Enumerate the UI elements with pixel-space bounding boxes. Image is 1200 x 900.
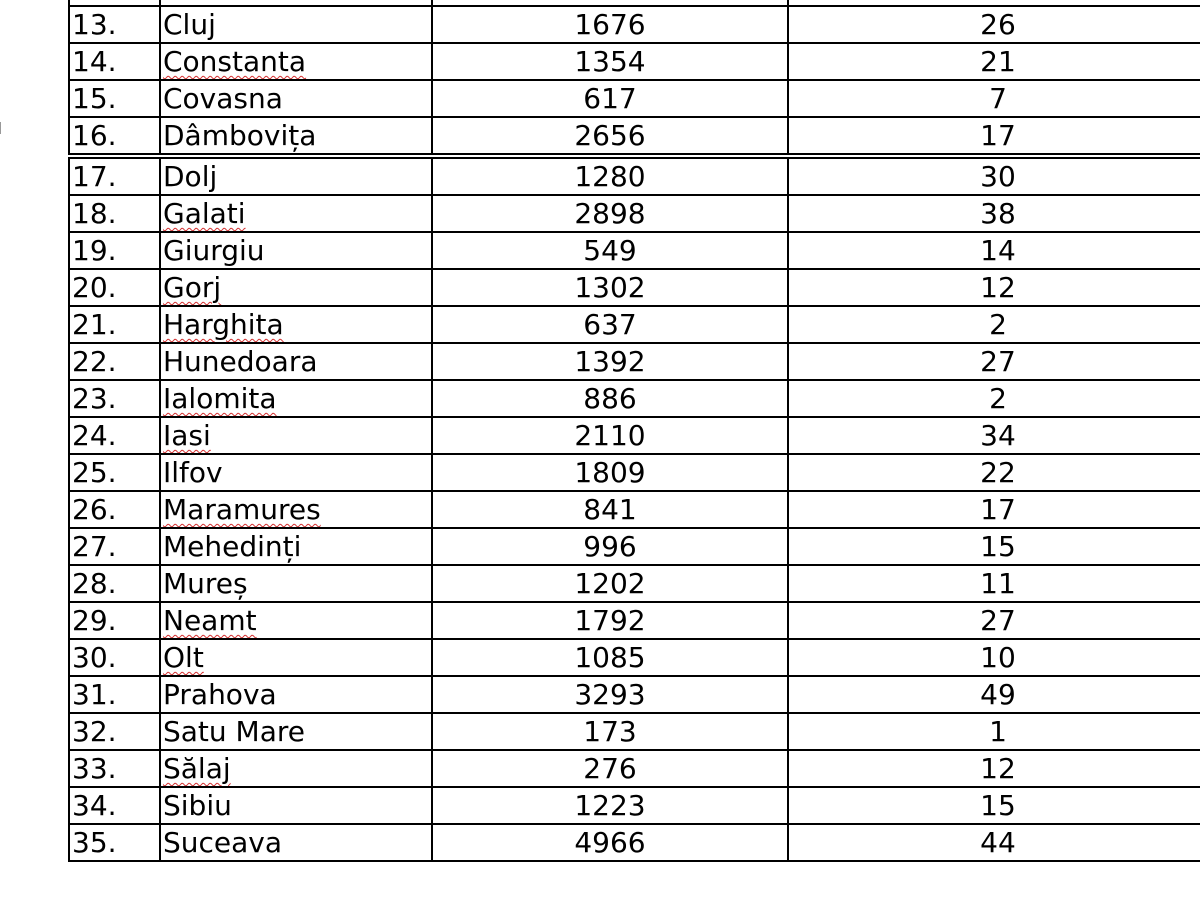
value-b: 2 (989, 382, 1007, 415)
county-name-cell (160, 417, 432, 454)
value-b-cell (788, 528, 1200, 565)
county-name-cell (160, 380, 432, 417)
county-name: Cluj (163, 8, 216, 41)
value-a-cell (432, 713, 788, 750)
row-number: 32. (72, 715, 117, 748)
county-name-cell (160, 195, 432, 232)
row-number-cell (69, 232, 160, 269)
value-b-cell (788, 565, 1200, 602)
value-a: 1676 (574, 8, 646, 41)
value-b: 49 (980, 678, 1016, 711)
row-number: 14. (72, 45, 117, 78)
table-row (69, 232, 1200, 269)
value-b: 12 (980, 271, 1016, 304)
row-number: 27. (72, 530, 117, 563)
table-row (69, 750, 1200, 787)
value-a-cell (432, 117, 788, 156)
row-number-cell (69, 750, 160, 787)
value-b-cell (788, 454, 1200, 491)
value-b-cell (788, 43, 1200, 80)
value-b: 12 (980, 752, 1016, 785)
row-number: 26. (72, 493, 117, 526)
margin-marker (0, 122, 5, 134)
value-a: 276 (583, 752, 637, 785)
value-a: 2898 (574, 197, 646, 230)
county-name: Maramures (163, 493, 321, 526)
value-a: 4966 (574, 826, 646, 859)
value-a: 2110 (574, 419, 646, 452)
table-row (69, 565, 1200, 602)
value-b: 21 (980, 45, 1016, 78)
table-body (69, 0, 1200, 861)
county-name: Suceava (163, 826, 283, 859)
table-row (69, 528, 1200, 565)
row-number-cell (69, 117, 160, 156)
row-number: 13. (72, 8, 117, 41)
value-b: 15 (980, 789, 1016, 822)
row-number-cell (69, 528, 160, 565)
value-b-cell (788, 676, 1200, 713)
value-a-cell (432, 750, 788, 787)
table-row (69, 80, 1200, 117)
county-name-cell (160, 787, 432, 824)
value-b: 10 (980, 641, 1016, 674)
table-row (69, 787, 1200, 824)
row-number: 28. (72, 567, 117, 600)
value-b-cell (788, 117, 1200, 156)
value-b: 27 (980, 345, 1016, 378)
county-name-cell (160, 232, 432, 269)
value-a-cell (432, 417, 788, 454)
row-number: 35. (72, 826, 117, 859)
value-b: 17 (980, 119, 1016, 152)
value-b-cell (788, 156, 1200, 195)
value-a: 1280 (574, 160, 646, 193)
county-name: Mehedinți (163, 530, 302, 563)
value-a-cell (432, 156, 788, 195)
table-row (69, 343, 1200, 380)
county-name: Ilfov (163, 456, 223, 489)
row-number: 17. (72, 160, 117, 193)
county-name: Covasna (163, 82, 283, 115)
value-a-cell (432, 43, 788, 80)
value-a: 637 (583, 308, 637, 341)
value-a-cell (432, 454, 788, 491)
table-row (69, 676, 1200, 713)
table-row (69, 602, 1200, 639)
table-row (69, 6, 1200, 43)
value-b-cell (788, 232, 1200, 269)
row-number: 18. (72, 197, 117, 230)
value-a-cell (432, 80, 788, 117)
county-name: Constanta (163, 45, 307, 78)
county-name-cell (160, 528, 432, 565)
table-row (69, 156, 1200, 195)
value-b-cell (788, 602, 1200, 639)
row-number-cell (69, 824, 160, 861)
value-a: 1809 (574, 456, 646, 489)
value-b: 14 (980, 234, 1016, 267)
value-a-cell (432, 824, 788, 861)
county-name: Sibiu (163, 789, 232, 822)
county-name: Hunedoara (163, 345, 318, 378)
row-number-cell (69, 491, 160, 528)
county-name: Mureș (163, 567, 248, 600)
row-number-cell (69, 380, 160, 417)
row-number: 22. (72, 345, 117, 378)
value-a: 3293 (574, 678, 646, 711)
value-b: 30 (980, 160, 1016, 193)
county-name-cell (160, 824, 432, 861)
value-a-cell (432, 380, 788, 417)
value-b-cell (788, 713, 1200, 750)
value-a: 886 (583, 382, 637, 415)
county-name: Sălaj (163, 752, 231, 785)
county-name: Dâmbovița (163, 119, 317, 152)
row-number-cell (69, 713, 160, 750)
value-a-cell (432, 306, 788, 343)
value-a: 1302 (574, 271, 646, 304)
county-name: Iasi (163, 419, 211, 452)
value-b-cell (788, 417, 1200, 454)
value-b: 44 (980, 826, 1016, 859)
value-b-cell (788, 750, 1200, 787)
row-number: 16. (72, 119, 117, 152)
county-name: Satu Mare (163, 715, 305, 748)
value-b: 7 (989, 82, 1007, 115)
row-number-cell (69, 306, 160, 343)
county-name-cell (160, 43, 432, 80)
value-b-cell (788, 824, 1200, 861)
row-number-cell (69, 343, 160, 380)
value-b: 17 (980, 493, 1016, 526)
value-a: 1354 (574, 45, 646, 78)
row-number: 29. (72, 604, 117, 637)
value-b: 2 (989, 308, 1007, 341)
county-name: Ialomita (163, 382, 277, 415)
county-name-cell (160, 676, 432, 713)
table-row (69, 454, 1200, 491)
value-b: 38 (980, 197, 1016, 230)
value-b-cell (788, 639, 1200, 676)
table-row (69, 195, 1200, 232)
value-a: 1223 (574, 789, 646, 822)
value-b-cell (788, 491, 1200, 528)
row-number-cell (69, 602, 160, 639)
county-name-cell (160, 565, 432, 602)
value-b: 22 (980, 456, 1016, 489)
county-name-cell (160, 750, 432, 787)
value-a-cell (432, 639, 788, 676)
value-a: 1202 (574, 567, 646, 600)
row-number-cell (69, 195, 160, 232)
row-number-cell (69, 269, 160, 306)
value-b: 1 (989, 715, 1007, 748)
value-a: 1085 (574, 641, 646, 674)
county-name: Giurgiu (163, 234, 265, 267)
county-name-cell (160, 306, 432, 343)
row-number-cell (69, 454, 160, 491)
county-name: Neamt (163, 604, 257, 637)
row-number-cell (69, 676, 160, 713)
value-b: 11 (980, 567, 1016, 600)
value-b-cell (788, 80, 1200, 117)
row-number-cell (69, 80, 160, 117)
table-row (69, 639, 1200, 676)
row-number: 23. (72, 382, 117, 415)
value-b-cell (788, 6, 1200, 43)
row-number: 31. (72, 678, 117, 711)
row-number: 33. (72, 752, 117, 785)
row-number: 25. (72, 456, 117, 489)
value-a: 1792 (574, 604, 646, 637)
row-number-cell (69, 6, 160, 43)
row-number-cell (69, 787, 160, 824)
row-number-cell (69, 156, 160, 195)
row-number: 21. (72, 308, 117, 341)
row-number-cell (69, 43, 160, 80)
county-name: Prahova (163, 678, 277, 711)
row-number-cell (69, 565, 160, 602)
row-number: 20. (72, 271, 117, 304)
county-name-cell (160, 269, 432, 306)
value-a: 2656 (574, 119, 646, 152)
row-number: 30. (72, 641, 117, 674)
value-a-cell (432, 343, 788, 380)
county-name-cell (160, 491, 432, 528)
value-a-cell (432, 195, 788, 232)
value-a-cell (432, 602, 788, 639)
value-b: 26 (980, 8, 1016, 41)
county-name: Harghita (163, 308, 284, 341)
table-row (69, 713, 1200, 750)
table-row (69, 417, 1200, 454)
value-a-cell (432, 565, 788, 602)
county-name-cell (160, 117, 432, 156)
county-name-cell (160, 713, 432, 750)
row-number: 34. (72, 789, 117, 822)
value-b-cell (788, 787, 1200, 824)
value-b-cell (788, 269, 1200, 306)
table-row (69, 824, 1200, 861)
value-a: 617 (583, 82, 637, 115)
county-name-cell (160, 6, 432, 43)
value-a-cell (432, 528, 788, 565)
value-a-cell (432, 491, 788, 528)
value-b-cell (788, 380, 1200, 417)
value-a: 173 (583, 715, 637, 748)
value-a-cell (432, 787, 788, 824)
value-b: 15 (980, 530, 1016, 563)
row-number: 24. (72, 419, 117, 452)
value-a-cell (432, 232, 788, 269)
row-number: 19. (72, 234, 117, 267)
county-name: Dolj (163, 160, 218, 193)
value-b: 34 (980, 419, 1016, 452)
row-number: 15. (72, 82, 117, 115)
row-number-cell (69, 417, 160, 454)
value-b-cell (788, 343, 1200, 380)
county-table (68, 0, 1200, 862)
county-name-cell (160, 156, 432, 195)
county-name-cell (160, 639, 432, 676)
value-a: 1392 (574, 345, 646, 378)
table-row (69, 306, 1200, 343)
value-b-cell (788, 195, 1200, 232)
county-name-cell (160, 343, 432, 380)
table-row (69, 117, 1200, 156)
county-name-cell (160, 602, 432, 639)
value-a-cell (432, 269, 788, 306)
value-a-cell (432, 676, 788, 713)
table-row (69, 43, 1200, 80)
value-a: 996 (583, 530, 637, 563)
row-number-cell (69, 639, 160, 676)
county-name: Olt (163, 641, 204, 674)
table-row (69, 269, 1200, 306)
value-b: 27 (980, 604, 1016, 637)
county-name: Galati (163, 197, 246, 230)
county-name-cell (160, 80, 432, 117)
value-a: 841 (583, 493, 637, 526)
table-row (69, 491, 1200, 528)
county-name-cell (160, 454, 432, 491)
table-row (69, 380, 1200, 417)
county-name: Gorj (163, 271, 222, 304)
value-b-cell (788, 306, 1200, 343)
value-a: 549 (583, 234, 637, 267)
value-a-cell (432, 6, 788, 43)
